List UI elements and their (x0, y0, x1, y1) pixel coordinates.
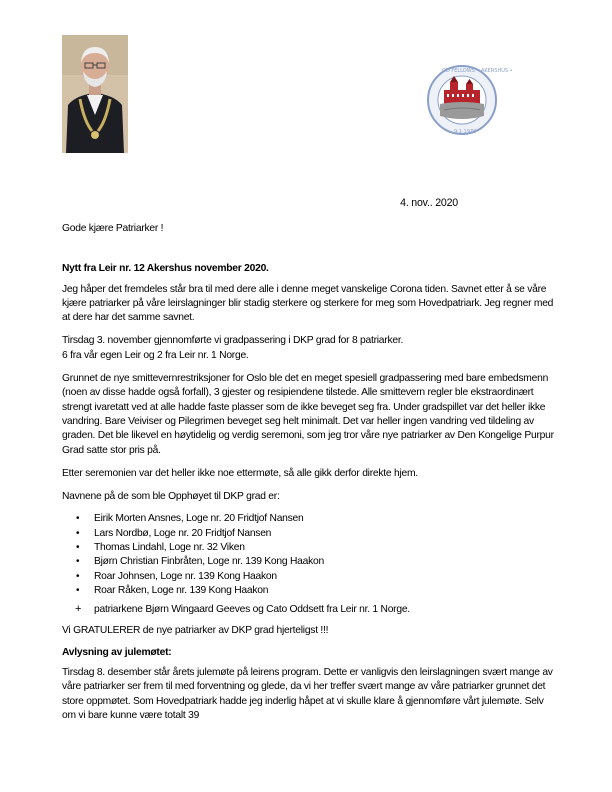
list-item (62, 541, 554, 555)
bullet-icon: • (76, 570, 80, 582)
paragraph-gradpassering (62, 334, 554, 363)
seal-icon (426, 60, 513, 140)
list-item (62, 603, 554, 617)
paragraph-restrictions: Grunnet de nye smittevernrestriksjoner for Oslo ble det en meget spesiell gradpassering med bare embedsmenn (noen av disse hadde også forfall), 3 gjester og resipiendene tilstede. Alle smittevern regler ble ekstraordinært strengt ivaretatt ved at alle hadde faste plasser som de ikke beveget seg fra. Under gradspillet var det heller ikke vandring. Bare Veiviser og Pilegrimen beveget seg helt minimalt. Det var heller ingen vandring ved tildeling av graden. Det ble likevel en høytidelig og verdig seremoni, som jeg tror våre nye patriarker av Den Kongelige Purpur Grad satte stor pris på. (62, 373, 554, 456)
paragraph-gradpassering-line2: 6 fra vår egen Leir og 2 fra Leir nr. 1 Norge. (62, 349, 249, 361)
seal-bottom-text: 9·1·1979 (454, 129, 477, 135)
news-heading: Nytt fra Leir nr. 12 Akershus november 2020. (62, 263, 269, 275)
list-item (62, 584, 554, 598)
portrait-illustration (62, 35, 128, 153)
congratulations: Vi GRATULERER de nye patriarker av DKP grad hjerteligst !!! (62, 624, 329, 636)
list-item-text: Lars Nordbø, Loge nr. 20 Fridtjof Nansen (94, 527, 272, 539)
portrait-photo (62, 35, 128, 153)
list-item-text: patriarkene Bjørn Wingaard Geeves og Cato Oddsett fra Leir nr. 1 Norge. (94, 604, 410, 616)
lodge-seal (426, 60, 513, 140)
bullet-icon: • (76, 527, 80, 539)
greeting: Gode kjære Patriarker ! (62, 223, 164, 234)
paragraph-julemote: Tirsdag 8. desember står årets julemøte på leirens program. Dette er vanligvis den leirslagningen svært mange av våre patriarker ser frem til med forventning og glede, da vi her treffer svært mange av våre patriarker grunnet det store oppmøtet. Som Hovedpatriark hadde jeg inderlig håpet at vi skulle klare å gjennomføre vårt julemøte. Selv om vi bare kunne være totalt 39 (62, 667, 553, 722)
names-list (62, 512, 554, 598)
list-item-text: Roar Råken, Loge nr. 139 Kong Haakon (94, 584, 269, 596)
list-item (62, 512, 554, 526)
seal-top-text: OD FELLOWS • AKERSHUS • (442, 68, 513, 74)
list-item-text: Thomas Lindahl, Loge nr. 32 Viken (94, 542, 245, 554)
bullet-icon: • (76, 556, 80, 568)
plus-icon: + (75, 603, 82, 616)
bullet-icon: • (76, 584, 80, 596)
list-item (62, 570, 554, 584)
bullet-icon: • (76, 542, 80, 554)
paragraph-names-intro: Navnene på de som ble Opphøyet til DKP grad er: (62, 491, 280, 503)
paragraph-intro: Jeg håper det fremdeles står bra til med dere alle i denne meget vanskelige Corona tiden. Savnet etter å se våre kjære patriarker på våre leirslagninger blir stadig sterkere og sterkere for meg som Hovedpatriark. Jeg regner med at dere har det samme savnet. (62, 283, 554, 324)
list-item-text: Roar Johnsen, Loge nr. 139 Kong Haakon (94, 570, 277, 582)
bullet-icon: • (76, 513, 80, 525)
paragraph-gradpassering-line1: Tirsdag 3. november gjennomførte vi gradpassering i DKP grad for 8 patriarker. (62, 335, 404, 347)
paragraph-after-ceremony: Etter seremonien var det heller ikke noe ettermøte, så alle gikk derfor direkte hjem. (62, 467, 418, 479)
extra-list (62, 603, 554, 617)
list-item (62, 555, 554, 569)
list-item (62, 527, 554, 541)
cancel-heading: Avlysning av julemøtet: (62, 646, 172, 658)
list-item-text: Bjørn Christian Finbråten, Loge nr. 139 Kong Haakon (94, 556, 324, 568)
letter-date: 4. nov.. 2020 (400, 197, 458, 209)
letter-body (62, 222, 554, 723)
list-item-text: Eirik Morten Ansnes, Loge nr. 20 Fridtjof Nansen (94, 513, 304, 525)
